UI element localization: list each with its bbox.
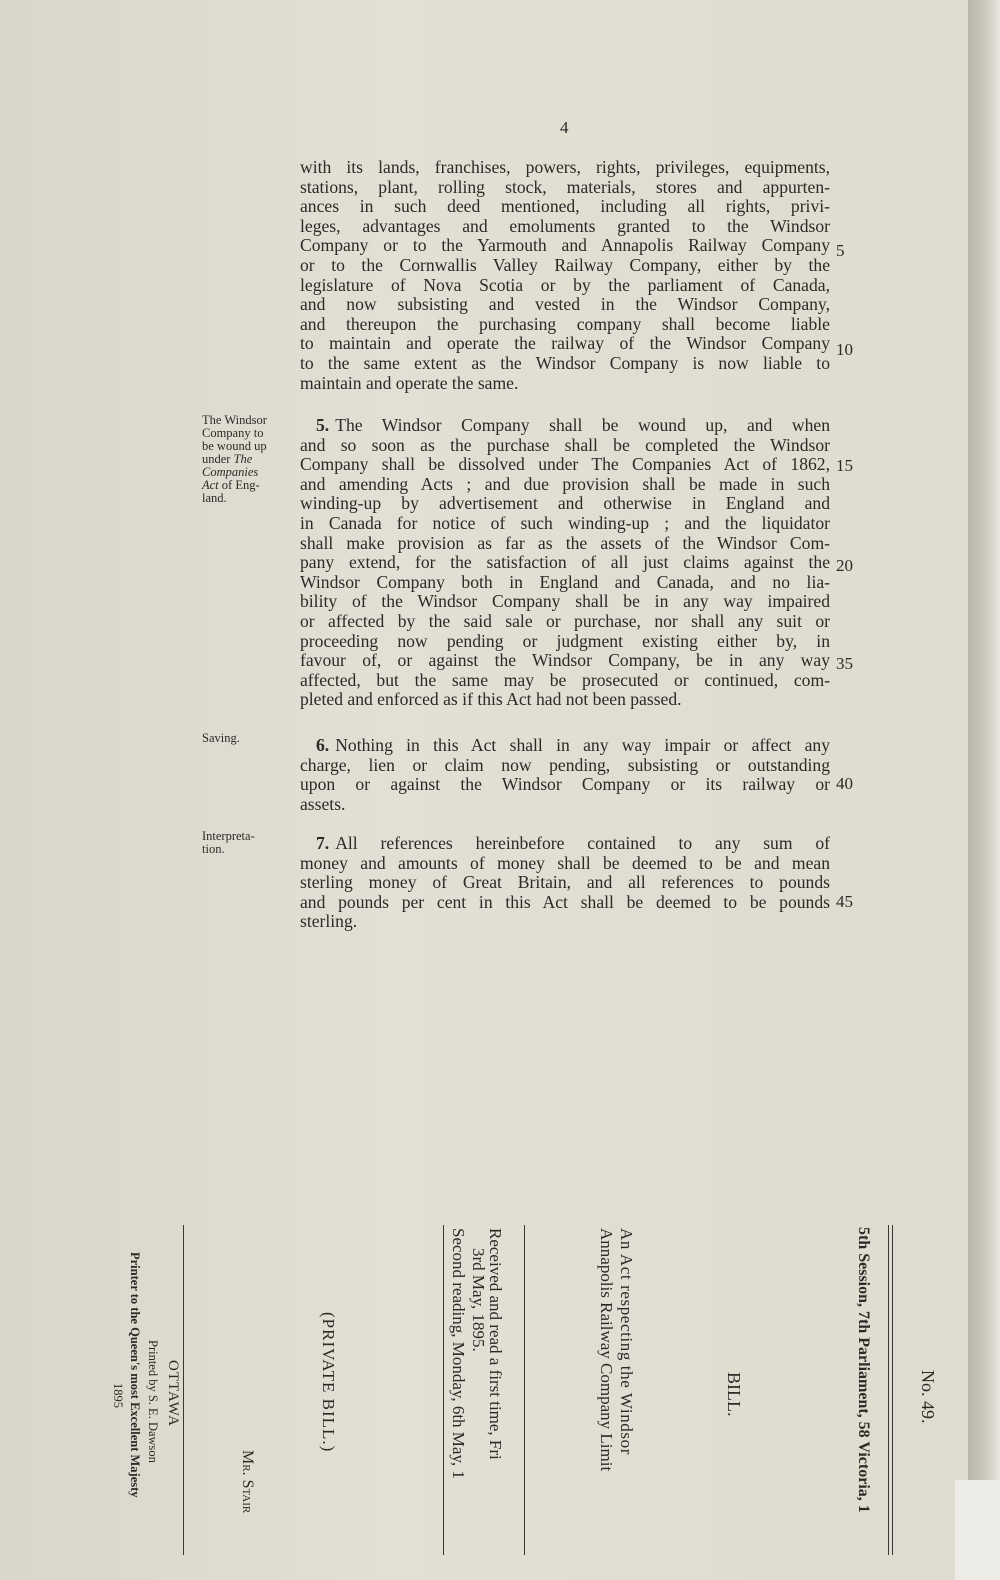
text-line <box>300 236 830 256</box>
page-corner <box>955 1480 1000 1580</box>
line-text: pany extend, for the satisfaction of all just claims against the <box>300 552 830 573</box>
text-line <box>300 534 830 554</box>
line-text: Company or to the Yarmouth and Annapolis Railway Company <box>300 235 830 256</box>
text-line <box>300 475 830 495</box>
section-6-paragraph <box>300 736 830 814</box>
line-text: ances in such deed mentioned, including all rights, privi- <box>300 196 830 217</box>
line-text: assets. <box>300 793 346 814</box>
line-number-5: 5 <box>836 241 845 260</box>
text-line <box>300 912 830 932</box>
text-line <box>300 416 830 436</box>
text-line <box>300 834 830 854</box>
cover-rule-3 <box>183 1225 184 1555</box>
line-text: with its lands, franchises, powers, rights, privileges, equipments, <box>300 157 830 177</box>
text-line <box>300 873 830 893</box>
line-text: charge, lien or claim now pending, subsisting or outstanding <box>300 754 830 775</box>
line-text: Windsor Company both in England and Canada, and no lia- <box>300 571 830 592</box>
cover-title-line-2: Annapolis Railway Company Limit <box>597 1228 616 1472</box>
text-line <box>300 612 830 632</box>
text-line <box>300 256 830 276</box>
line-number-40: 40 <box>836 774 853 793</box>
line-text: legislature of Nova Scotia or by the parliament of Canada, <box>300 274 830 295</box>
cover-second-reading: Second reading, Monday, 6th May, 1 <box>449 1228 468 1479</box>
cover-private-bill: (PRIVATE BILL.) <box>319 1312 338 1453</box>
line-text: The Windsor Company shall be wound up, and when <box>335 415 830 435</box>
line-text: in Canada for notice of such winding-up ; and the liquidator <box>300 512 830 533</box>
cover-year: 1895 <box>111 1383 125 1408</box>
text-line <box>300 436 830 456</box>
line-number-15: 15 <box>836 456 853 475</box>
cover-received-line: Received and read a first time, Fri <box>486 1228 505 1460</box>
line-text: leges, advantages and emoluments granted to the Windsor <box>300 215 830 236</box>
cover-bill-number: No. 49. <box>918 1370 938 1424</box>
text-line <box>300 795 830 815</box>
text-line <box>300 295 830 315</box>
text-line <box>300 756 830 776</box>
text-line <box>300 494 830 514</box>
margin-note-saving: Saving. <box>202 731 240 745</box>
paragraph-continuation <box>300 158 830 393</box>
line-text: favour of, or against the Windsor Company, be in any way <box>300 650 830 671</box>
text-line <box>300 354 830 374</box>
text-line <box>300 158 830 178</box>
line-text: to maintain and operate the railway of the Windsor Company <box>300 333 830 354</box>
line-text: maintain and operate the same. <box>300 372 519 393</box>
line-text: or to the Cornwallis Valley Railway Company, either by the <box>300 254 830 275</box>
line-text: shall make provision as far as the assets of the Windsor Com- <box>300 532 830 553</box>
text-line <box>300 592 830 612</box>
line-text: money and amounts of money shall be deemed to be and mean <box>300 852 830 873</box>
line-text: and so soon as the purchase shall be completed the Windsor <box>300 434 830 455</box>
cover-double-rule <box>888 1225 893 1555</box>
text-line <box>300 197 830 217</box>
cover-rule-2 <box>443 1225 444 1555</box>
cover-session: 5th Session, 7th Parliament, 58 Victoria, 1 <box>855 1227 872 1513</box>
section-5-paragraph <box>300 416 830 710</box>
cover-received-date: 3rd May, 1895. <box>469 1248 488 1352</box>
cover-rule-1 <box>524 1225 525 1555</box>
text-line <box>300 854 830 874</box>
line-text: and pounds per cent in this Act shall be deemed to be pounds <box>300 891 830 912</box>
cover-printed-by: Printed by S. E. Dawson <box>146 1340 160 1463</box>
line-text: stations, plant, rolling stock, materials, stores and appurten- <box>300 176 830 197</box>
line-text: affected, but the same may be prosecuted or continued, com- <box>300 669 830 690</box>
line-text: upon or against the Windsor Company or its railway or <box>300 774 830 795</box>
section-7-paragraph <box>300 834 830 932</box>
line-text: sterling. <box>300 911 358 932</box>
text-line <box>300 276 830 296</box>
line-text: All references hereinbefore contained to any sum of <box>335 833 830 853</box>
text-line <box>300 651 830 671</box>
line-text: or affected by the said sale or purchase, nor shall any suit or <box>300 610 830 631</box>
text-line <box>300 775 830 795</box>
cover-city: OTTAWA <box>165 1360 181 1427</box>
text-line <box>300 690 830 710</box>
line-number-35: 35 <box>836 654 853 673</box>
line-text: bility of the Windsor Company shall be in any way impaired <box>300 591 830 612</box>
section-number: 6. <box>316 735 330 755</box>
margin-note-windsor-wound-up: The Windsor Company to be wound up under The Companies Act of Eng- land. <box>202 413 267 505</box>
text-line <box>300 374 830 394</box>
text-line <box>300 671 830 691</box>
text-line <box>300 736 830 756</box>
section-number: 5. <box>316 415 330 435</box>
text-line <box>300 514 830 534</box>
text-line <box>300 334 830 354</box>
cover-title-line-1: An Act respecting the Windsor <box>617 1228 636 1455</box>
text-line <box>300 217 830 237</box>
line-number-20: 20 <box>836 556 853 575</box>
text-line <box>300 893 830 913</box>
line-number-45: 45 <box>836 892 853 911</box>
line-text: and thereupon the purchasing company shall become liable <box>300 313 830 334</box>
cover-bill-label: BILL. <box>724 1372 744 1417</box>
text-line <box>300 315 830 335</box>
line-text: to the same extent as the Windsor Company is now liable to <box>300 352 830 373</box>
line-text: pleted and enforced as if this Act had not been passed. <box>300 689 682 710</box>
text-line <box>300 178 830 198</box>
line-number-10: 10 <box>836 340 853 359</box>
line-text: Nothing in this Act shall in any way impair or affect any <box>335 735 830 755</box>
page-edge <box>968 0 1000 1580</box>
section-number: 7. <box>316 833 330 853</box>
line-text: and now subsisting and vested in the Windsor Company, <box>300 294 830 315</box>
line-text: proceeding now pending or judgment existing either by, in <box>300 630 830 651</box>
cover-printer-title: Printer to the Queen's most Excellent Majesty <box>128 1252 142 1498</box>
text-line <box>300 455 830 475</box>
text-line <box>300 632 830 652</box>
page-number: 4 <box>560 118 569 137</box>
line-text: sterling money of Great Britain, and all references to pounds <box>300 872 830 893</box>
line-text: and amending Acts ; and due provision shall be made in such <box>300 473 830 494</box>
text-line <box>300 573 830 593</box>
text-line <box>300 553 830 573</box>
line-text: winding-up by advertisement and otherwise in England and <box>300 493 830 514</box>
cover-member: Mr. Stair <box>239 1450 256 1514</box>
margin-note-interpretation: Interpreta- tion. <box>202 829 255 856</box>
line-text: Company shall be dissolved under The Companies Act of 1862, <box>300 454 830 475</box>
